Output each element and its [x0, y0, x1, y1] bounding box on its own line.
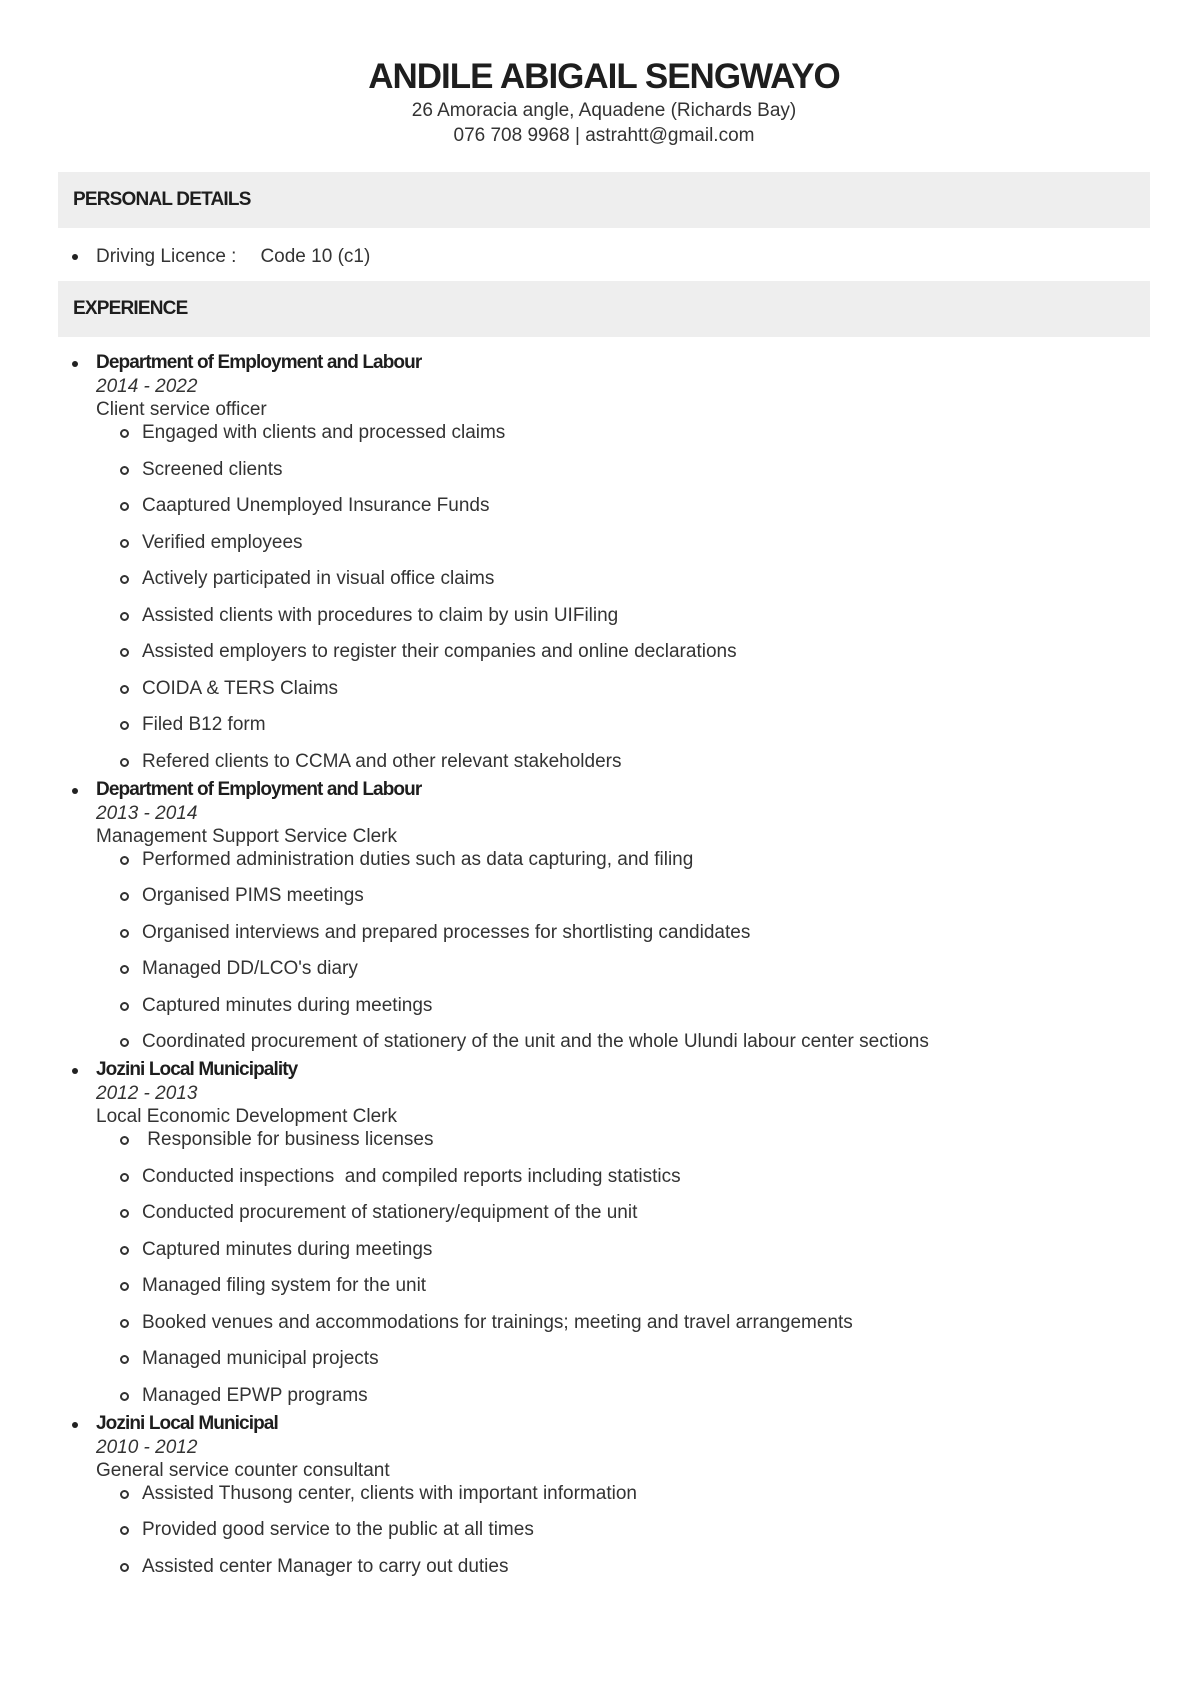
- circle-bullet-icon: [120, 1392, 129, 1401]
- responsibility-item: [96, 567, 1150, 591]
- responsibility-item: [96, 421, 1150, 445]
- responsibility-text: Screened clients: [142, 458, 283, 480]
- bullet-icon: [72, 361, 78, 367]
- responsibility-item: [96, 1384, 1150, 1408]
- responsibility-item: [96, 1201, 1150, 1225]
- circle-bullet-icon: [120, 1136, 129, 1145]
- responsibility-text: Captured minutes during meetings: [142, 1238, 433, 1260]
- employment-dates: 2013 - 2014: [96, 802, 198, 824]
- bullet-icon: [72, 254, 78, 260]
- responsibilities-list: [96, 848, 1150, 1055]
- circle-bullet-icon: [120, 721, 129, 730]
- responsibility-item: [96, 1165, 1150, 1189]
- employer-name: Jozini Local Municipal: [96, 1412, 278, 1434]
- responsibility-item: [96, 1274, 1150, 1298]
- responsibility-text: Organised PIMS meetings: [142, 885, 364, 906]
- responsibility-text: Booked venues and accommodations for trainings; meeting and travel arrangements: [142, 1311, 853, 1333]
- circle-bullet-icon: [120, 1246, 129, 1255]
- circle-bullet-icon: [120, 1038, 129, 1047]
- bullet-icon: [72, 788, 78, 794]
- responsibility-text: Conducted procurement of stationery/equipment of the unit: [142, 1202, 638, 1223]
- responsibility-item: [96, 1555, 1150, 1579]
- responsibilities-list: [96, 421, 1150, 774]
- experience-item: [58, 1058, 1150, 1408]
- circle-bullet-icon: [120, 1563, 129, 1572]
- responsibility-text: Refered clients to CCMA and other relevant stakeholders: [142, 750, 622, 772]
- circle-bullet-icon: [120, 1209, 129, 1218]
- responsibility-text: Actively participated in visual office claims: [142, 568, 495, 589]
- personal-details-list: [58, 244, 1150, 269]
- experience-list: [58, 351, 1150, 1579]
- responsibility-item: [96, 921, 1150, 945]
- experience-item: [58, 351, 1150, 774]
- responsibility-text: Captured minutes during meetings: [142, 994, 433, 1016]
- responsibility-item: [96, 1518, 1150, 1542]
- responsibility-item: [96, 1311, 1150, 1335]
- detail-label: Driving Licence :: [96, 246, 237, 267]
- responsibility-text: Managed municipal projects: [142, 1348, 379, 1369]
- responsibility-text: Performed administration duties such as data capturing, and filing: [142, 848, 694, 870]
- detail-driving-licence: [58, 244, 1150, 269]
- candidate-name: ANDILE ABIGAIL SENGWAYO: [368, 57, 840, 96]
- responsibility-text: Conducted inspections and compiled reports including statistics: [142, 1165, 681, 1187]
- job-title: Local Economic Development Clerk: [96, 1106, 397, 1127]
- responsibility-item: [96, 848, 1150, 872]
- bullet-icon: [72, 1068, 78, 1074]
- resume-page: [58, 0, 1150, 1583]
- section-heading-experience: EXPERIENCE: [58, 281, 1150, 337]
- responsibility-text: Responsible for business licenses: [142, 1129, 434, 1150]
- circle-bullet-icon: [120, 612, 129, 621]
- responsibility-item: [96, 494, 1150, 518]
- circle-bullet-icon: [120, 539, 129, 548]
- responsibility-text: Managed filing system for the unit: [142, 1275, 427, 1296]
- responsibility-item: [96, 1482, 1150, 1506]
- responsibility-item: [96, 531, 1150, 555]
- circle-bullet-icon: [120, 758, 129, 767]
- responsibility-item: [96, 604, 1150, 628]
- responsibility-item: [96, 884, 1150, 908]
- responsibility-item: [96, 1128, 1150, 1152]
- responsibility-item: [96, 677, 1150, 701]
- circle-bullet-icon: [120, 575, 129, 584]
- circle-bullet-icon: [120, 1173, 129, 1182]
- responsibility-text: Assisted center Manager to carry out duties: [142, 1555, 509, 1577]
- responsibility-text: Engaged with clients and processed claims: [142, 422, 506, 443]
- circle-bullet-icon: [120, 466, 129, 475]
- responsibility-text: Coordinated procurement of stationery of the unit and the whole Ulundi labour center sections: [142, 1031, 929, 1052]
- responsibilities-list: [96, 1128, 1150, 1408]
- employment-dates: 2010 - 2012: [96, 1436, 198, 1458]
- circle-bullet-icon: [120, 1319, 129, 1328]
- circle-bullet-icon: [120, 1002, 129, 1011]
- responsibility-text: Managed DD/LCO's diary: [142, 958, 358, 979]
- responsibility-text: Assisted clients with procedures to claim by usin UIFiling: [142, 604, 619, 626]
- contact-line: 076 708 9968 | astrahtt@gmail.com: [453, 125, 755, 146]
- experience-item: [58, 1412, 1150, 1579]
- responsibility-text: Verified employees: [142, 531, 303, 553]
- responsibility-item: [96, 994, 1150, 1018]
- job-title: Management Support Service Clerk: [96, 825, 397, 847]
- bullet-icon: [72, 1422, 78, 1428]
- detail-value: Code 10 (c1): [260, 246, 371, 267]
- job-title: General service counter consultant: [96, 1459, 390, 1481]
- circle-bullet-icon: [120, 929, 129, 938]
- circle-bullet-icon: [120, 1490, 129, 1499]
- responsibility-item: [96, 1030, 1150, 1054]
- responsibilities-list: [96, 1482, 1150, 1579]
- circle-bullet-icon: [120, 1282, 129, 1291]
- circle-bullet-icon: [120, 1355, 129, 1364]
- circle-bullet-icon: [120, 856, 129, 865]
- circle-bullet-icon: [120, 892, 129, 901]
- circle-bullet-icon: [120, 965, 129, 974]
- circle-bullet-icon: [120, 685, 129, 694]
- responsibility-item: [96, 750, 1150, 774]
- responsibility-item: [96, 1238, 1150, 1262]
- employment-dates: 2014 - 2022: [96, 376, 198, 397]
- responsibility-item: [96, 957, 1150, 981]
- responsibility-item: [96, 640, 1150, 664]
- employment-dates: 2012 - 2013: [96, 1083, 198, 1104]
- resume-header: [58, 0, 1150, 148]
- employer-name: Jozini Local Municipality: [96, 1059, 298, 1080]
- responsibility-text: Assisted Thusong center, clients with important information: [142, 1482, 637, 1504]
- circle-bullet-icon: [120, 648, 129, 657]
- responsibility-text: Filed B12 form: [142, 714, 266, 735]
- job-title: Client service officer: [96, 399, 267, 420]
- responsibility-text: Provided good service to the public at all times: [142, 1519, 534, 1540]
- circle-bullet-icon: [120, 429, 129, 438]
- circle-bullet-icon: [120, 502, 129, 511]
- responsibility-text: Caaptured Unemployed Insurance Funds: [142, 495, 490, 516]
- employer-name: Department of Employment and Labour: [96, 352, 422, 373]
- experience-item: [58, 778, 1150, 1055]
- responsibility-text: Assisted employers to register their companies and online declarations: [142, 641, 737, 662]
- responsibility-text: COIDA & TERS Claims: [142, 677, 339, 699]
- responsibility-text: Managed EPWP programs: [142, 1384, 368, 1406]
- section-heading-personal-details: PERSONAL DETAILS: [58, 172, 1150, 228]
- responsibility-item: [96, 713, 1150, 737]
- address-line: 26 Amoracia angle, Aquadene (Richards Bay): [411, 100, 797, 121]
- responsibility-item: [96, 458, 1150, 482]
- employer-name: Department of Employment and Labour: [96, 778, 422, 800]
- circle-bullet-icon: [120, 1526, 129, 1535]
- responsibility-item: [96, 1347, 1150, 1371]
- responsibility-text: Organised interviews and prepared processes for shortlisting candidates: [142, 921, 751, 943]
